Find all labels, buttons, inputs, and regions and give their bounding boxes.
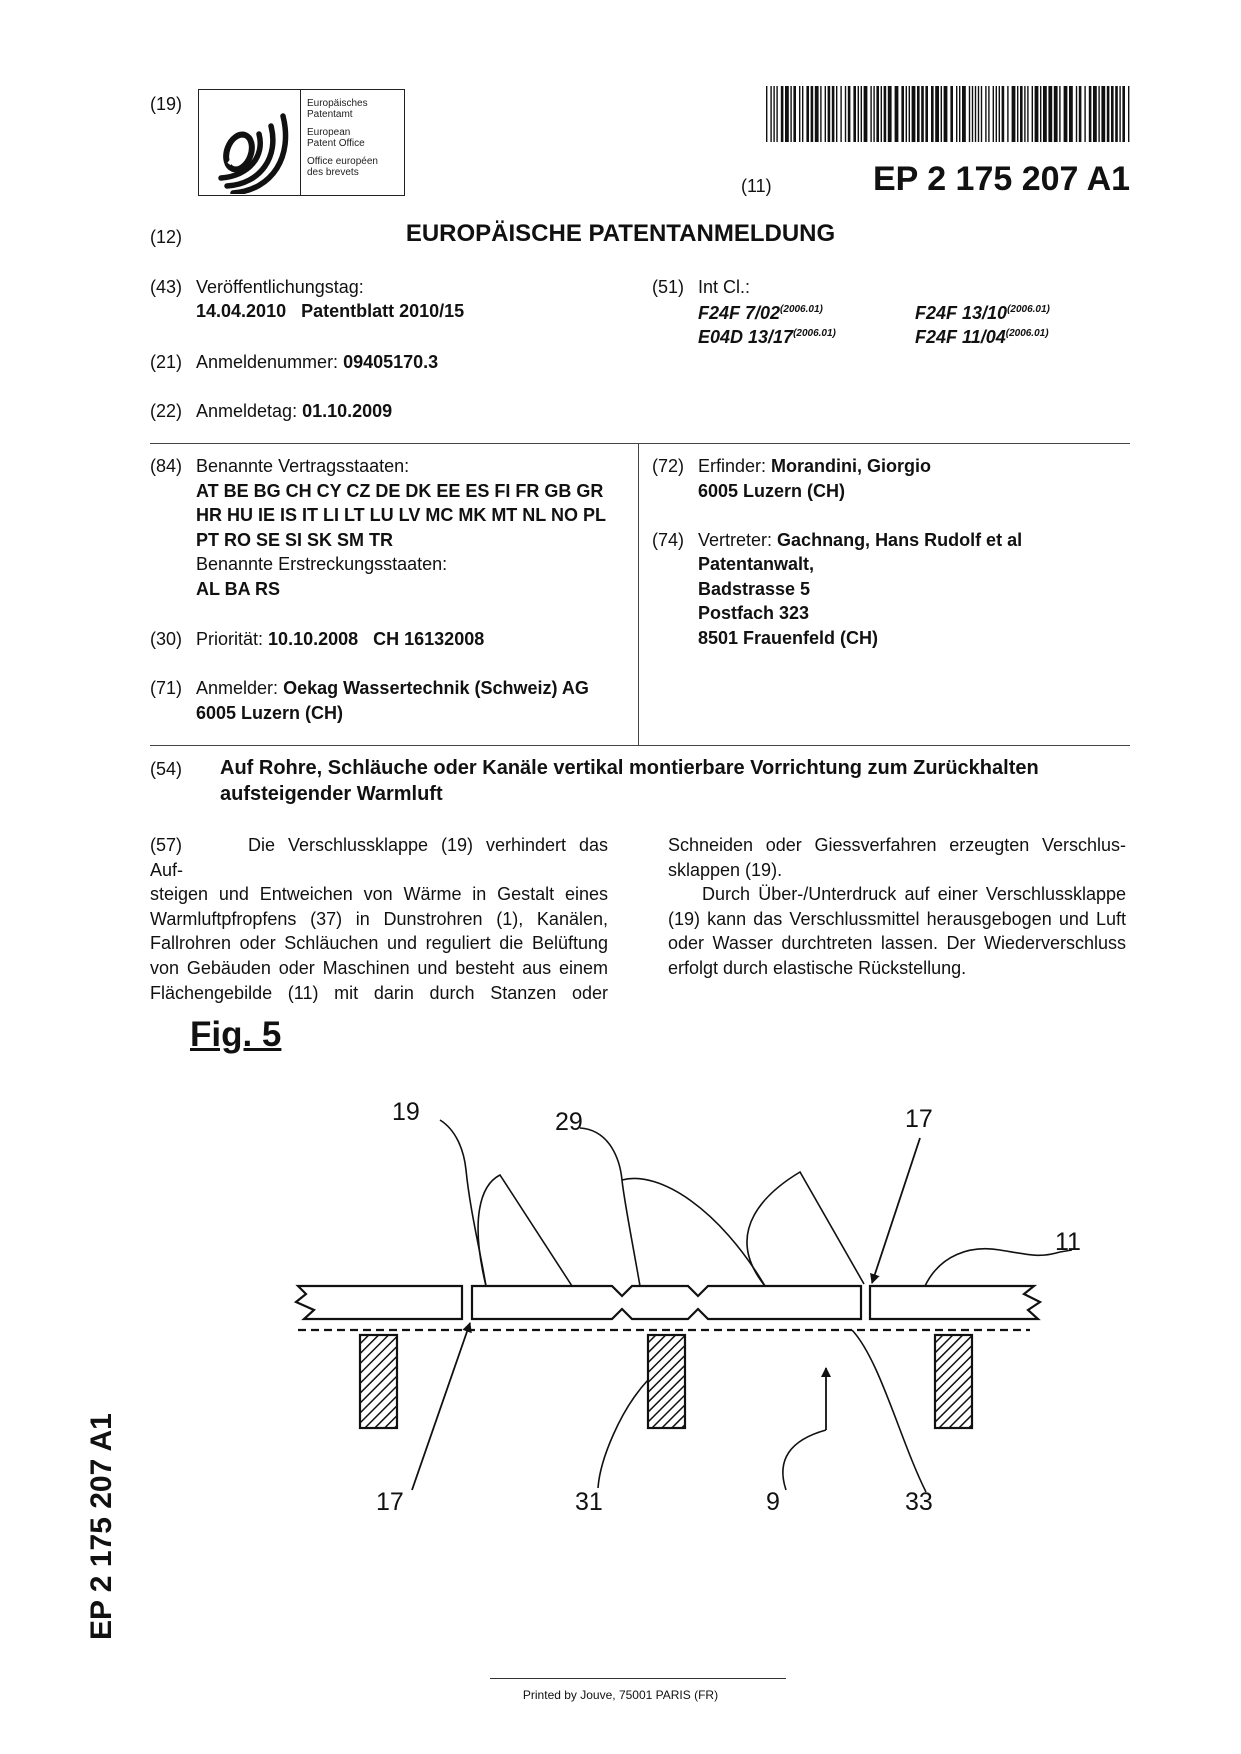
applicant-address: 6005 Luzern (CH) (196, 703, 344, 723)
barcode-bar (1020, 86, 1023, 142)
barcode-bar (1122, 86, 1125, 142)
printer-footer: Printed by Jouve, 75001 PARIS (FR) (522, 1688, 719, 1702)
representative-code: (74) (652, 530, 685, 550)
barcode-bar (1040, 86, 1041, 142)
barcode-bar (1035, 86, 1039, 142)
section-divider-top (150, 443, 1130, 444)
barcode-bar (975, 86, 976, 142)
barcode-bar (1064, 86, 1068, 142)
leader-31 (598, 1380, 648, 1488)
ref-label-33: 33 (905, 1488, 933, 1516)
barcode-bar (925, 86, 928, 142)
barcode-bar (848, 86, 851, 142)
barcode-bar (1084, 86, 1085, 142)
barcode (766, 86, 1130, 142)
int-class-2: F24F $13/10^{(2006.01)}$ (915, 303, 1050, 323)
pub-date-label: Veröffentlichungstag: (196, 277, 364, 297)
post-middle (648, 1335, 685, 1428)
barcode-bar (858, 86, 859, 142)
barcode-bar (781, 86, 784, 142)
barcode-bar (1101, 86, 1105, 142)
ref-label-17-top: 17 (905, 1105, 933, 1133)
barcode-bar (912, 86, 916, 142)
barcode-bar (1107, 86, 1110, 142)
barcode-bar (836, 86, 837, 142)
barcode-bar (956, 86, 957, 142)
representative-field: Vertreter: Gachnang, Hans Rudolf et al (698, 530, 1023, 550)
barcode-bar (776, 86, 777, 142)
states-label: Benannte Vertragsstaaten: (196, 456, 410, 476)
leader-29 (580, 1128, 640, 1286)
barcode-bar (931, 86, 934, 142)
footer-rule (490, 1678, 786, 1679)
inid-code-12: (12) (150, 227, 183, 247)
int-cl-label: Int Cl.: (698, 277, 751, 297)
app-number-field: Anmeldenummer: 09405170.3 (196, 352, 439, 372)
barcode-bar (766, 86, 767, 142)
barcode-bar (1128, 86, 1129, 142)
barcode-bar (921, 86, 924, 142)
inventor-field: Erfinder: Morandini, Giorgio (698, 456, 932, 476)
pub-date-value: 14.04.2010 Patentblatt 2010/15 (196, 301, 465, 321)
states-line-2: HR HU IE IS IT LI LT LU LV MC MK MT NL NO PL (196, 505, 606, 525)
states-code: (84) (150, 456, 183, 476)
side-publication-number: EP 2 175 207 A1 (85, 1413, 118, 1640)
barcode-bar (1098, 86, 1099, 142)
barcode-bar (999, 86, 1000, 142)
ref-label-11: 11 (1055, 1228, 1081, 1256)
barcode-bar (901, 86, 904, 142)
ref-label-9: 9 (766, 1488, 780, 1516)
barcode-bar (1076, 86, 1077, 142)
barcode-bar (981, 86, 982, 142)
invention-title-line-1: Auf Rohre, Schläuche oder Kanäle vertikal montierbare Vorrichtung zum Zurückhalten (220, 757, 1039, 779)
barcode-bar (790, 86, 791, 142)
leader-19-branch (478, 1175, 572, 1286)
figure-title: Fig. 5 (190, 1015, 282, 1054)
barcode-bar (1111, 86, 1114, 142)
int-cl-code: (51) (652, 277, 685, 297)
barcode-bar (959, 86, 960, 142)
barcode-bar (861, 86, 862, 142)
ref-label-19: 19 (392, 1098, 420, 1126)
abstract-left-column: (57) Die Verschlussklappe (19) verhindert das Auf- steigen und Entweichen von Wärme in Gestalt eines Warmluftpfropfens (37) in Dunstrohren (1), Kanälen, Fallrohren oder Schläuchen und reguliert die Belüftung von Gebäuden oder Maschinen und besteht aus einem Flächengebilde (11) mit darin durch Stanzen oder (150, 835, 608, 1003)
barcode-bar (895, 86, 899, 142)
barcode-bar (993, 86, 994, 142)
inid-code-19: (19) (150, 94, 183, 114)
barcode-bar (873, 86, 874, 142)
inventor-code: (72) (652, 456, 685, 476)
priority-field: Priorität: 10.10.2008 CH 16132008 (196, 629, 485, 649)
abstract-right-column: Schneiden oder Giessverfahren erzeugten Verschlus- sklappen (19). Durch Über-/Unterdruck auf einer Verschlussklappe (19) kann das Verschlussmittel herausgebogen und Luft oder Wasser durchtreten lassen. Der Wiederverschluss erfolgt durch elastische Rückstellung. (668, 835, 1126, 978)
representative-line-3: Postfach 323 (698, 603, 810, 623)
barcode-bar (1079, 86, 1082, 142)
int-class-3: E04D $13/17^{(2006.01)}$ (698, 327, 836, 347)
barcode-bar (870, 86, 871, 142)
section-divider-bottom (150, 745, 1130, 746)
barcode-bar (876, 86, 879, 142)
barcode-bar (1059, 86, 1060, 142)
invention-title-line-2: aufsteigender Warmluft (220, 783, 443, 805)
barcode-bar (941, 86, 942, 142)
barcode-bar (1032, 86, 1033, 142)
applicant-code: (71) (150, 678, 183, 698)
barcode-bar (884, 86, 887, 142)
barcode-bar (888, 86, 892, 142)
barcode-bar (935, 86, 939, 142)
states-line-1: AT BE BG CH CY CZ DE DK EE ES FI FR GB GR (196, 481, 604, 501)
barcode-bar (881, 86, 882, 142)
barcode-bar (815, 86, 819, 142)
representative-line-2: Badstrasse 5 (698, 579, 811, 599)
barcode-bar (845, 86, 846, 142)
abstract-code: (57) (150, 835, 183, 855)
barcode-bar (832, 86, 835, 142)
barcode-bar (944, 86, 948, 142)
representative-line-4: 8501 Frauenfeld (CH) (698, 628, 879, 648)
barcode-bar (969, 86, 970, 142)
int-class-4: F24F $11/04^{(2006.01)}$ (915, 327, 1049, 347)
barcode-bar (820, 86, 821, 142)
barcode-bar (853, 86, 856, 142)
filing-date-field: Anmeldetag: 01.10.2009 (196, 401, 393, 421)
barcode-bar (770, 86, 771, 142)
barcode-bar (825, 86, 826, 142)
barcode-bar (793, 86, 796, 142)
barcode-bar (828, 86, 831, 142)
inventor-address: 6005 Luzern (CH) (698, 481, 846, 501)
applicant-field: Anmelder: Oekag Wassertechnik (Schweiz) AG (196, 678, 589, 698)
barcode-bar (806, 86, 809, 142)
office-name-fr-1: Office européen (307, 156, 378, 167)
office-name-fr-2: des brevets (307, 167, 359, 178)
leader-29-branch-2 (747, 1172, 864, 1286)
sheet-segment-middle (472, 1286, 861, 1319)
barcode-bar (1027, 86, 1028, 142)
barcode-bar (1043, 86, 1047, 142)
inid-code-11: (11) (741, 176, 772, 196)
ref-label-17-bottom: 17 (376, 1488, 404, 1516)
barcode-bar (906, 86, 907, 142)
barcode-bar (840, 86, 841, 142)
barcode-bar (972, 86, 973, 142)
sheet-segment-right (870, 1286, 1040, 1319)
barcode-bar (864, 86, 868, 142)
leader-9 (783, 1430, 826, 1490)
title-code: (54) (150, 759, 183, 779)
barcode-bar (985, 86, 986, 142)
filing-date-code: (22) (150, 401, 183, 421)
barcode-bar (996, 86, 997, 142)
representative-line-1: Patentanwalt, (698, 554, 815, 574)
barcode-bar (1012, 86, 1016, 142)
column-divider (638, 443, 639, 745)
barcode-bar (773, 86, 774, 142)
leader-19 (440, 1120, 486, 1286)
office-name-de-1: Europäisches (307, 98, 368, 109)
barcode-bar (1069, 86, 1073, 142)
leader-11 (925, 1249, 1060, 1286)
ext-states-label: Benannte Erstreckungsstaaten: (196, 554, 448, 574)
barcode-bar (1115, 86, 1118, 142)
barcode-bar (988, 86, 989, 142)
office-name-en-1: European (307, 127, 351, 138)
epo-logo-icon (199, 90, 299, 194)
barcode-bar (950, 86, 953, 142)
barcode-bar (811, 86, 814, 142)
post-right (935, 1335, 972, 1428)
barcode-bar (1093, 86, 1097, 142)
barcode-bar (1017, 86, 1018, 142)
document-type: EUROPÄISCHE PATENTANMELDUNG (405, 220, 836, 247)
states-line-3: PT RO SE SI SK SM TR (196, 530, 394, 550)
barcode-bar (962, 86, 966, 142)
barcode-bar (799, 86, 800, 142)
barcode-bar (1119, 86, 1120, 142)
app-number-code: (21) (150, 352, 183, 372)
ref-label-31: 31 (575, 1488, 603, 1516)
barcode-bar (1024, 86, 1025, 142)
post-left (360, 1335, 397, 1428)
ref-label-29: 29 (555, 1108, 583, 1136)
arrow-17-bottom (412, 1323, 470, 1490)
barcode-bar (802, 86, 803, 142)
figure-5-drawing (0, 1070, 1241, 1550)
priority-code: (30) (150, 629, 183, 649)
barcode-bar (1048, 86, 1052, 142)
barcode-bar (1089, 86, 1092, 142)
leader-29-branch (622, 1178, 765, 1286)
arrow-17-top (872, 1138, 920, 1283)
office-name-de-2: Patentamt (307, 109, 353, 120)
publication-number: EP 2 175 207 A1 (873, 160, 1131, 198)
int-class-1: F24F $7/02^{(2006.01)}$ (698, 303, 823, 323)
barcode-bar (1007, 86, 1008, 142)
barcode-bar (1002, 86, 1005, 142)
epo-logo (198, 89, 405, 196)
leader-33 (852, 1330, 926, 1492)
office-name-en-2: Patent Office (307, 138, 365, 149)
ext-states-value: AL BA RS (196, 579, 281, 599)
barcode-bar (978, 86, 979, 142)
sheet-segment-left (296, 1286, 462, 1319)
pub-date-code: (43) (150, 277, 183, 297)
barcode-bar (909, 86, 910, 142)
barcode-bar (785, 86, 789, 142)
barcode-bar (1054, 86, 1058, 142)
barcode-bar (917, 86, 920, 142)
